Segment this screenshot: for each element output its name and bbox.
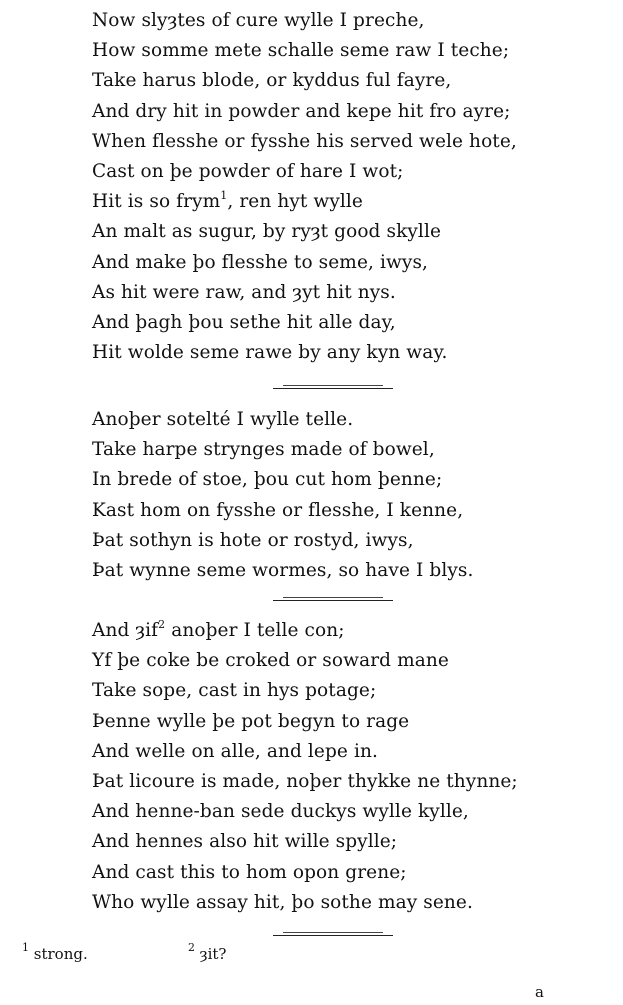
- verse-line: Who wylle assay hit, þo sothe may sene.: [92, 891, 473, 913]
- verse-text: Hit is so frym: [92, 191, 221, 213]
- verse-line: And make þo flesshe to seme, iwys,: [92, 251, 429, 273]
- verse-line: Now slyȝtes of cure wylle I preche,: [92, 10, 425, 31]
- section-divider: [273, 935, 393, 936]
- verse-text: anoþer I telle con;: [165, 620, 345, 641]
- verse-line: Cast on þe powder of hare I wot;: [92, 160, 404, 182]
- verse-line: [92, 616, 592, 646]
- section-divider: [273, 388, 393, 389]
- stanza-1: [92, 6, 592, 368]
- footnote-2: [188, 941, 227, 963]
- footnote-mark: 1: [22, 941, 29, 954]
- signature-mark: a: [535, 983, 544, 1001]
- footnote-ref: 2: [158, 618, 166, 631]
- footnote-text: strong.: [29, 945, 88, 963]
- verse-line: And þagh þou sethe hit alle day,: [92, 311, 396, 333]
- verse-text: And ȝif: [92, 620, 159, 641]
- verse-line: Þat wynne seme wormes, so have I blys.: [92, 559, 474, 581]
- verse-line: Take harpe strynges made of bowel,: [92, 439, 435, 461]
- verse-line: Take harus blode, or kyddus ful fayre,: [92, 70, 452, 92]
- stanza-2: [92, 405, 592, 586]
- verse-line: Take sope, cast in hys potage;: [92, 680, 377, 702]
- verse-line: How somme mete schalle seme raw I teche;: [92, 40, 510, 62]
- verse-text: , ren hyt wylle: [227, 191, 363, 213]
- verse-line: [92, 187, 592, 217]
- verse-line: And henne-ban sede duckys wylle kylle,: [92, 801, 469, 823]
- verse-line: And hennes also hit wille spylle;: [92, 831, 398, 853]
- stanza-3: [92, 616, 592, 918]
- verse-line: As hit were raw, and ȝyt hit nys.: [92, 281, 396, 303]
- verse-line: And welle on alle, and lepe in.: [92, 740, 378, 762]
- verse-line: In brede of stoe, þou cut hom þenne;: [92, 469, 443, 491]
- verse-line: When flesshe or fysshe his served wele hote,: [92, 130, 517, 152]
- verse-line: Yf þe coke be croked or soward mane: [92, 650, 449, 672]
- footnote-mark: 2: [188, 941, 195, 954]
- verse-line: Þat licoure is made, noþer thykke ne thynne;: [92, 770, 518, 792]
- verse-line: Þenne wylle þe pot begyn to rage: [92, 710, 410, 732]
- section-divider: [273, 600, 393, 601]
- footnote-text: ȝit?: [195, 945, 227, 963]
- verse-line: Þat sothyn is hote or rostyd, iwys,: [92, 529, 414, 551]
- footnote-1: [22, 941, 88, 963]
- verse-line: Kast hom on fysshe or flesshe, I kenne,: [92, 499, 464, 521]
- verse-line: And dry hit in powder and kepe hit fro ayre;: [92, 100, 511, 122]
- verse-line: Hit wolde seme rawe by any kyn way.: [92, 342, 448, 364]
- verse-line: Anoþer sotelté I wylle telle.: [92, 409, 354, 430]
- verse-line: And cast this to hom opon grene;: [92, 861, 407, 883]
- footnote-ref: 1: [220, 189, 228, 203]
- verse-line: An malt as sugur, by ryȝt good skylle: [92, 221, 442, 243]
